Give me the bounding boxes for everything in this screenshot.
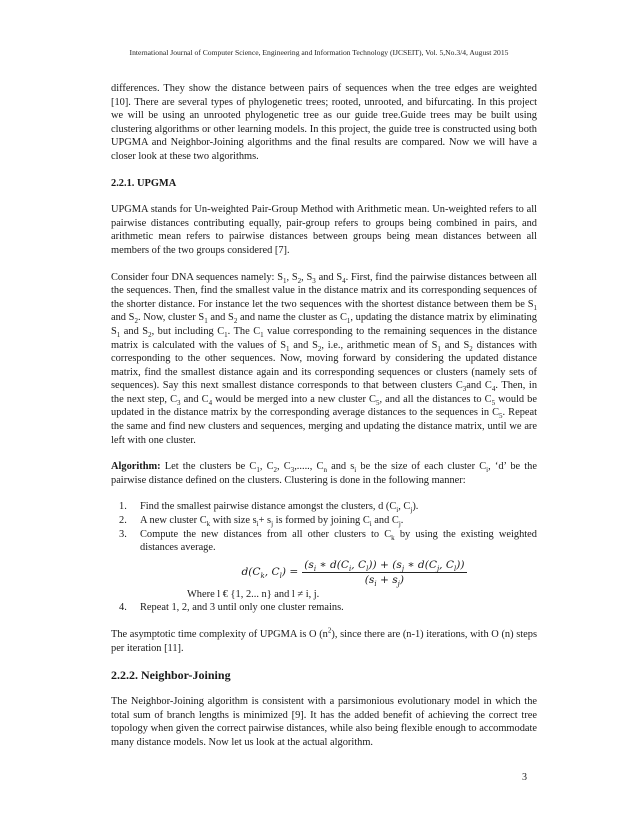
formula-numerator: ($s_i$ ∗ $d(C_i$, $C_l)) + (s_j$ ∗ $d(C_j$, $C_l$)) [304,558,465,573]
algorithm-steps [111,500,537,554]
algorithm-paragraph [111,460,537,487]
page-number: 3 [522,772,527,783]
formula-lhs: $d(C_k$, $C_l$) = [241,566,299,581]
algorithm-label: Algorithm: [111,461,161,473]
neighbor-joining-paragraph: The Neighbor-Joining algorithm is consistent with a parsimonious evolutionary model in which the total sum of branch lengths is minimized [9]. It has the added benefit of achieving the correct tree topology when given the correct pairwise distances, while also being flexible enough to accommodate many distance models. Now let us look at the actual algorithm. [111,696,537,748]
distance-formula [171,559,537,586]
formula-where-clause: Where l € {1, 2... n} and l ≠ i, j. [187,588,320,600]
formula-denominator: $(s_i + s_j)$ [364,573,404,588]
page-body [111,82,537,750]
algorithm-step-4: 4. Repeat 1, 2, and 3 until only one cluster remains. [119,602,344,614]
algorithm-steps-continued [111,601,537,615]
algorithm-step-1: 1. Find the smallest pairwise distance amongst the clusters, d ($C_i$, $C_j$). [119,501,419,515]
algorithm-step-3: 3. Compute the new distances from all other clusters to $C_k$ by using the existing weighted distances average. [119,528,537,554]
upgma-example-paragraph: Consider four DNA sequences namely: $S_1$, $S_2$, $S_3$ and $S_4$. First, find the pairwise distances between all the sequences. Then, find the smallest value in the distance matrix and its corresponding sequences of the shorter distance. For instance let the two sequences with the shortest distance between them be $S_1$ and $S_2$. Now, cluster $S_1$ and $S_2$ and name the cluster as $C_1$, updating the distance matrix by eliminating $S_1$ and $S_2$, but including $C_1$. The $C_1$ value corresponding to the remaining sequences in the distance matrix is calculated with the values of $S_1$ and $S_2$, i.e., arithmetic mean of $S_1$ and $S_2$ distances with corresponding to the other sequences. Now, moving forward by considering the updated distance matrix, find the smallest distance again and its corresponding sequences or clusters (namely sets of sequences). Say this next smallest distance corresponds to that between clusters $C_3and$ $C_4$. Then, in the next step, $C_3$ and $C_4$ would be merged into a new cluster $C_5$, and all the distances to $C_5$ would be updated in the distance matrix by the corresponding average distances to the sequences in $C_5$. Repeat the same and find new clusters and sequences, merging and updating the distance matrix, until we are left with one cluster. [111,271,538,446]
upgma-heading: 2.2.1. UPGMA [111,177,177,189]
intro-paragraph: differences. They show the distance between pairs of sequences when the tree edges are weighted [10]. There are several types of phylogenetic trees; rooted, unrooted, and bifurcating. In this project we will be using an unrooted phylogenetic tree as our guide tree.Guide trees may be built using clustering algorithms or other learning models. In this project, the guide tree is constructed using both UPGMA and Neighbor-Joining algorithms and the final results are compared. Now we will have a closer look at these two algorithms. [111,83,537,162]
upgma-definition-paragraph: UPGMA stands for Un-weighted Pair-Group Method with Arithmetic mean. Un-weighted refers to all pairwise distances contributing equally, pair-group refers to groups being combined in pairs, and arithmetic mean refers to pairwise distances between groups being mean distances between all members of the two groups considered [7]. [111,204,537,256]
neighbor-joining-heading: 2.2.2. Neighbor-Joining [111,668,231,683]
running-header: International Journal of Computer Science, Engineering and Information Technology (IJCSEIT), Vol. 5,No.3/4, August 2015 [129,48,509,57]
algorithm-step-2: 2. A new cluster $C_k$ with size $s_i+ s_j$ is formed by joining $C_i$ and $C_j$. [119,515,404,529]
complexity-paragraph: The asymptotic time complexity of UPGMA is O $(n^2)$, since there are (n-1) iterations, with O (n) steps per iteration [11]. [111,626,537,654]
algorithm-text: Let the clusters be $C_1$, $C_2$, $C_3$,....., $C_n$ and $s_i$ be the size of each cluster $C_i$, ‘d’ be the pairwise distance defined on the clusters. Clustering is done in the following manner: [111,461,537,486]
